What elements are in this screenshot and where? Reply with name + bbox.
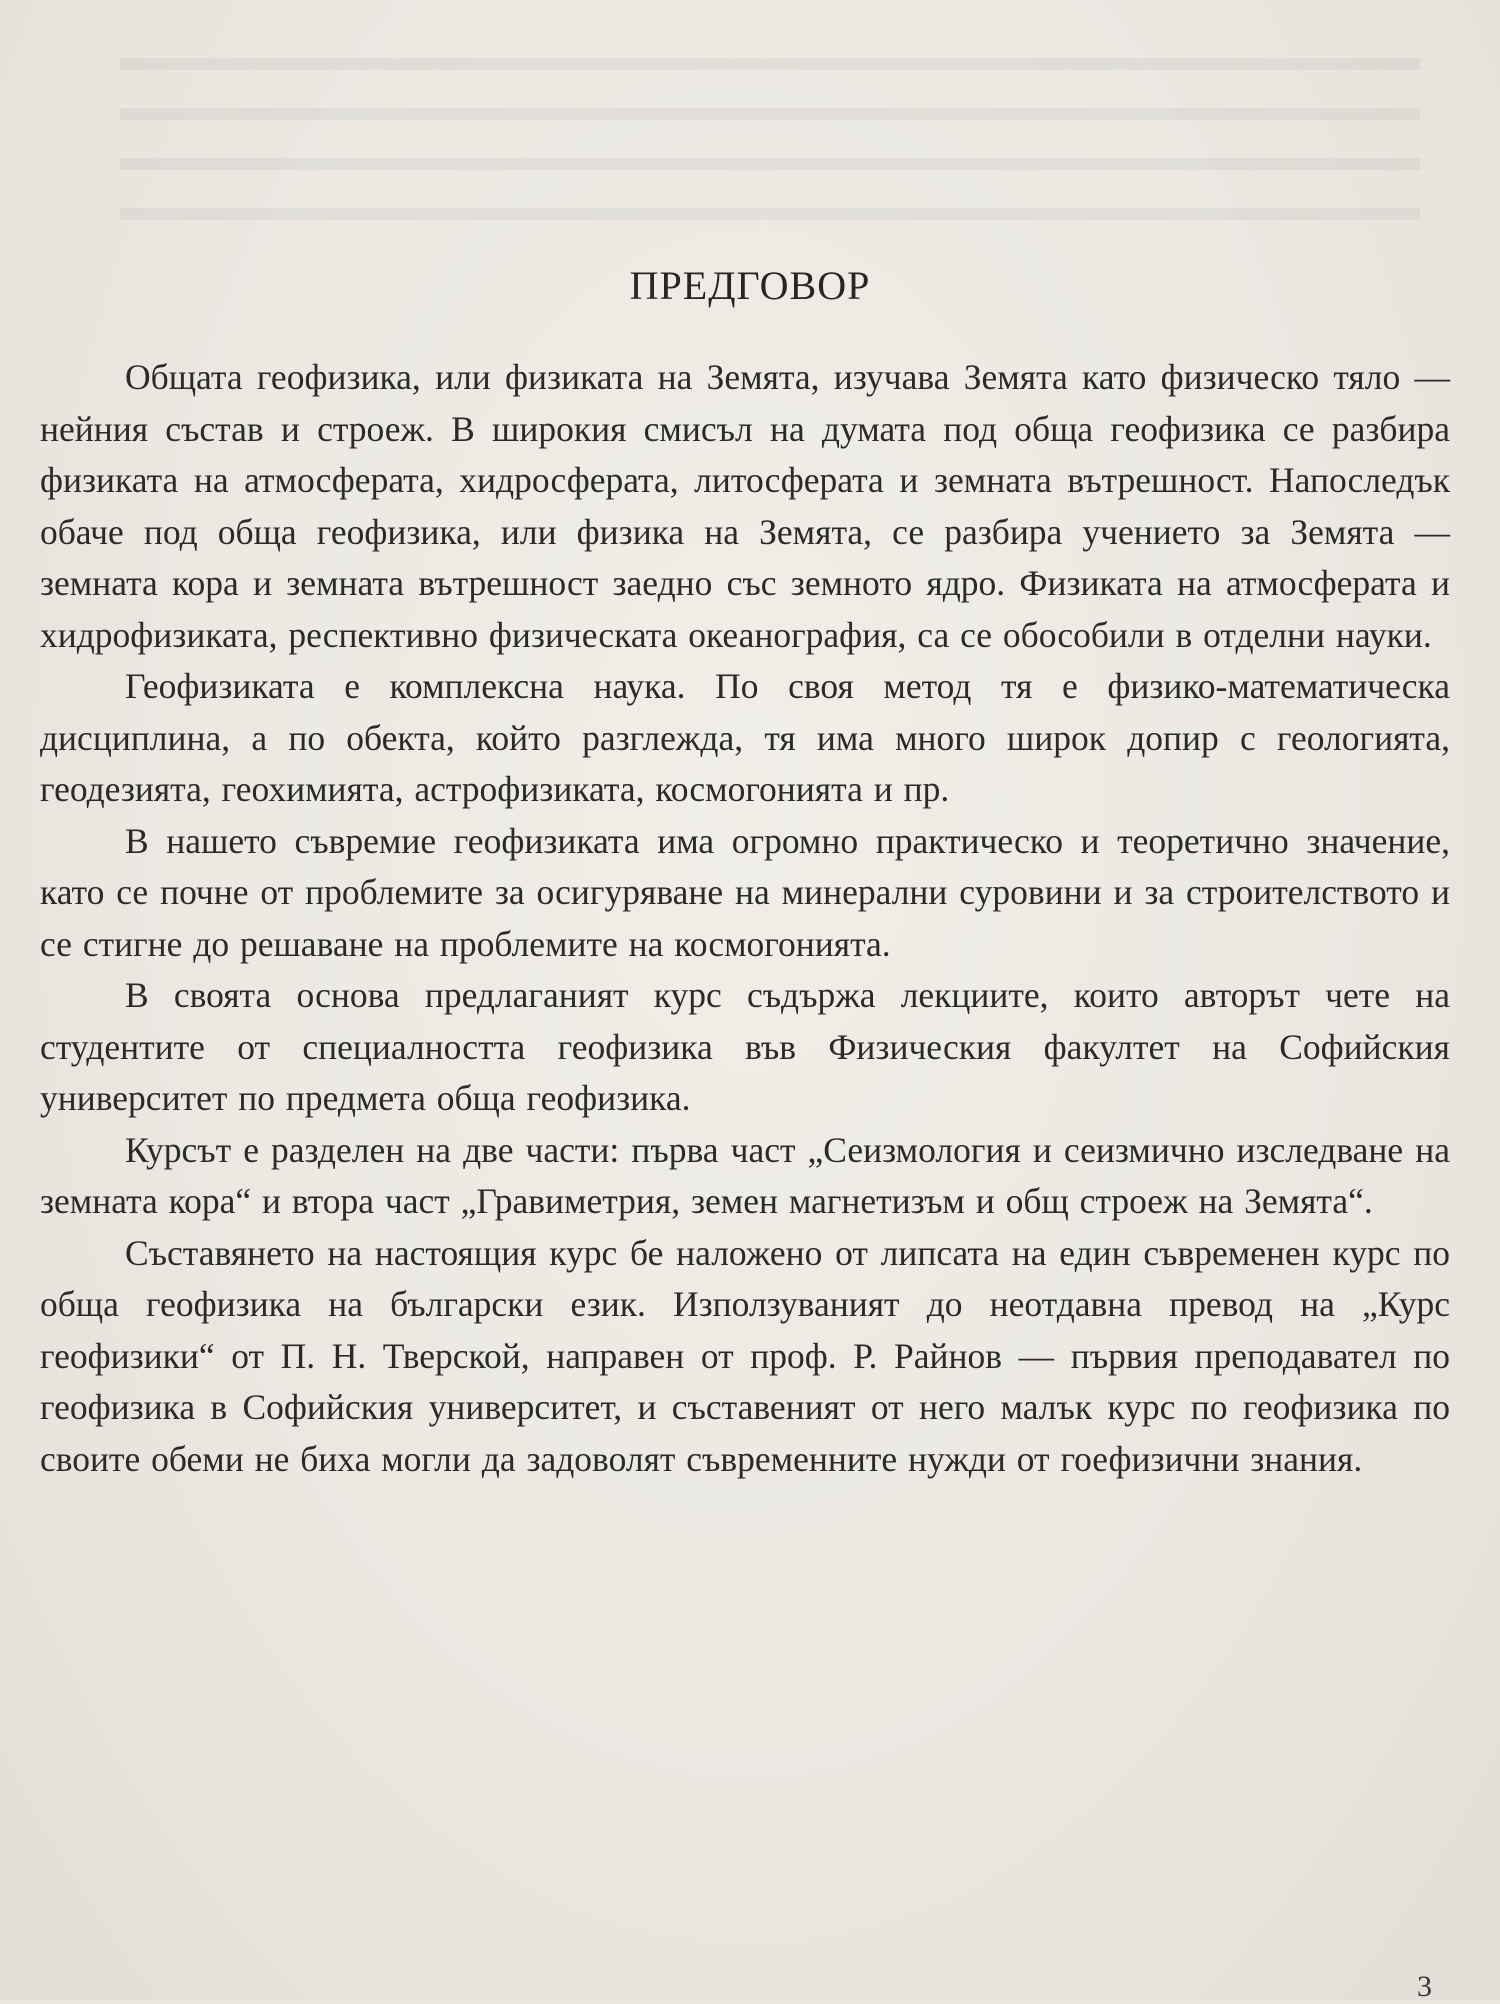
bleed-through-texture — [120, 20, 1420, 250]
paragraph-2: Геофизиката е комплексна наука. По своя метод тя е физико-математическа дисциплина, а по обекта, който разглежда, тя има много широк допир с геологията, геодезията, геохимията, астрофизиката, космогонията и пр. — [40, 666, 1450, 809]
paragraph-1: Общата геофизика, или физиката на Земята, изучава Земята като физическо тяло — нейния състав и строеж. В широкия смисъл на думата под обща геофизика се разбира физиката на атмосферата, хидросферата, литосферата и земната вътрешност. Напоследък обаче под обща геофизика, или физика на Земята, се разбира учението за Земята — земната кора и земната вътрешност заедно със земното ядро. Физиката на атмосферата и хидрофизиката, респективно физическата океанография, са се обособили в отделни науки. — [40, 357, 1450, 655]
paragraph-4: В своята основа предлаганият курс съдържа лекциите, които авторът чете на студентите от специалността геофизика във Физическия факултет на Софийския университет по предмета обща геофизика. — [40, 975, 1450, 1118]
paragraph-5: Курсът е разделен на две части: първа част „Сеизмология и сеизмично изследване на земната кора“ и втора част „Гравиметрия, земен магнетизъм и общ строеж на Земята“. — [40, 1129, 1450, 1221]
page-number: 3 — [1417, 1970, 1432, 2003]
paragraph-3: В нашето съвремие геофизиката има огромно практическо и теоретично значение, като се почне от проблемите за осигуряване на минерални суровини и за строителството и се стигне до решаване на проблемите на космогонията. — [40, 820, 1450, 964]
body-text — [40, 352, 1450, 1485]
paragraph-6: Съставянето на настоящия курс бе наложено от липсата на един съвременен курс по обща геофизика на български език. Използуваният до неотдавна превод на „Курс геофизики“ от П. Н. Тверской, направен от проф. Р. Райнов — първия преподавател по геофизика в Софийския университет, и съставеният от него малък курс по геофизика по своите обеми не биха могли да задоволят съвременните нужди от гоефизични знания. — [40, 1232, 1450, 1479]
page-title: ПРЕДГОВОР — [629, 263, 871, 308]
